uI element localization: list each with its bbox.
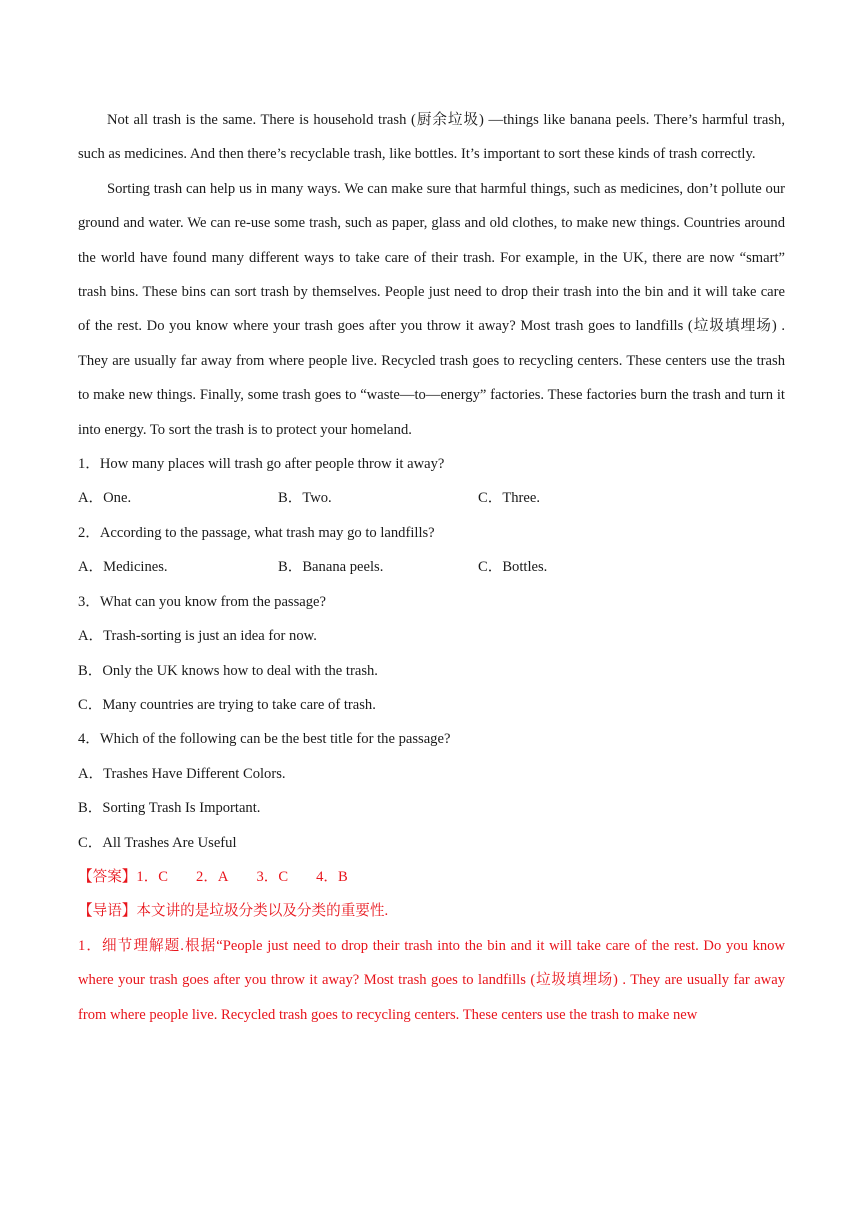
answer-item-2: 2．A (196, 868, 229, 885)
answer-item-1: 1．C (136, 868, 169, 885)
guide-line (78, 894, 785, 928)
question-1-option-b: B．Two. (278, 490, 332, 507)
question-1-option-a: A．One. (78, 490, 132, 507)
question-4-option-b: B．Sorting Trash Is Important. (78, 800, 261, 817)
question-1-option-c: C．Three. (478, 490, 541, 507)
document-page (78, 103, 785, 1032)
question-3-option-a: A．Trash-sorting is just an idea for now. (78, 628, 317, 645)
guide-label: 【导语】 (78, 903, 137, 920)
question-4-option-c: C．All Trashes Are Useful (78, 834, 237, 851)
question-4-option-a: A．Trashes Have Different Colors. (78, 765, 286, 782)
answer-item-4: 4．B (316, 868, 348, 885)
question-2-option-c: C．Bottles. (478, 559, 548, 576)
answer-label: 【答案】 (78, 868, 137, 885)
question-1-options (78, 481, 785, 515)
guide-text: 本文讲的是垃圾分类以及分类的重要性. (136, 903, 389, 920)
question-3-option-c: C．Many countries are trying to take care of trash. (78, 696, 376, 713)
question-2-option-b: B．Banana peels. (278, 559, 384, 576)
question-2-options (78, 550, 785, 584)
question-2-option-a: A．Medicines. (78, 559, 168, 576)
passage-paragraph-1: Not all trash is the same. There is household trash (厨余垃圾) —things like banana peels. There’s harmful trash, such as medicines. And then there’s recyclable trash, like bottles. It’s important to sort these kinds of trash correctly. (78, 112, 785, 163)
question-3-option-b: B．Only the UK knows how to deal with the trash. (78, 662, 378, 679)
answer-key (78, 860, 785, 894)
explanation-paragraph: 1．细节理解题.根据“People just need to drop their trash into the bin and it will take care of the rest. Do you know where your trash goes after you throw it away? Most trash goes to landfills (垃圾填埋场) . They are usually far away from where people live. Recycled trash goes to recycling centers. These centers use the trash to make new (78, 937, 785, 1023)
question-1-stem: 1．How many places will trash go after people throw it away? (78, 456, 445, 473)
passage-paragraph-2: Sorting trash can help us in many ways. We can make sure that harmful things, such as medicines, don’t pollute our ground and water. We can re-use some trash, such as paper, glass and old clothes, to make new things. Countries around the world have found many different ways to take care of their trash. For example, in the UK, there are now “smart” trash bins. These bins can sort trash by themselves. People just need to drop their trash into the bin and it will take care of the rest. Do you know where your trash goes after you throw it away? Most trash goes to landfills (垃圾填埋场) . They are usually far away from where people live. Recycled trash goes to recycling centers. These centers use the trash to make new things. Finally, some trash goes to “waste—to—energy” factories. These factories burn the trash and turn it into energy. To sort the trash is to protect your homeland. (78, 180, 785, 438)
answer-item-3: 3．C (256, 868, 289, 885)
question-2-stem: 2．According to the passage, what trash may go to landfills? (78, 524, 435, 541)
question-3-stem: 3．What can you know from the passage? (78, 593, 327, 610)
question-4-stem: 4．Which of the following can be the best title for the passage? (78, 731, 451, 748)
